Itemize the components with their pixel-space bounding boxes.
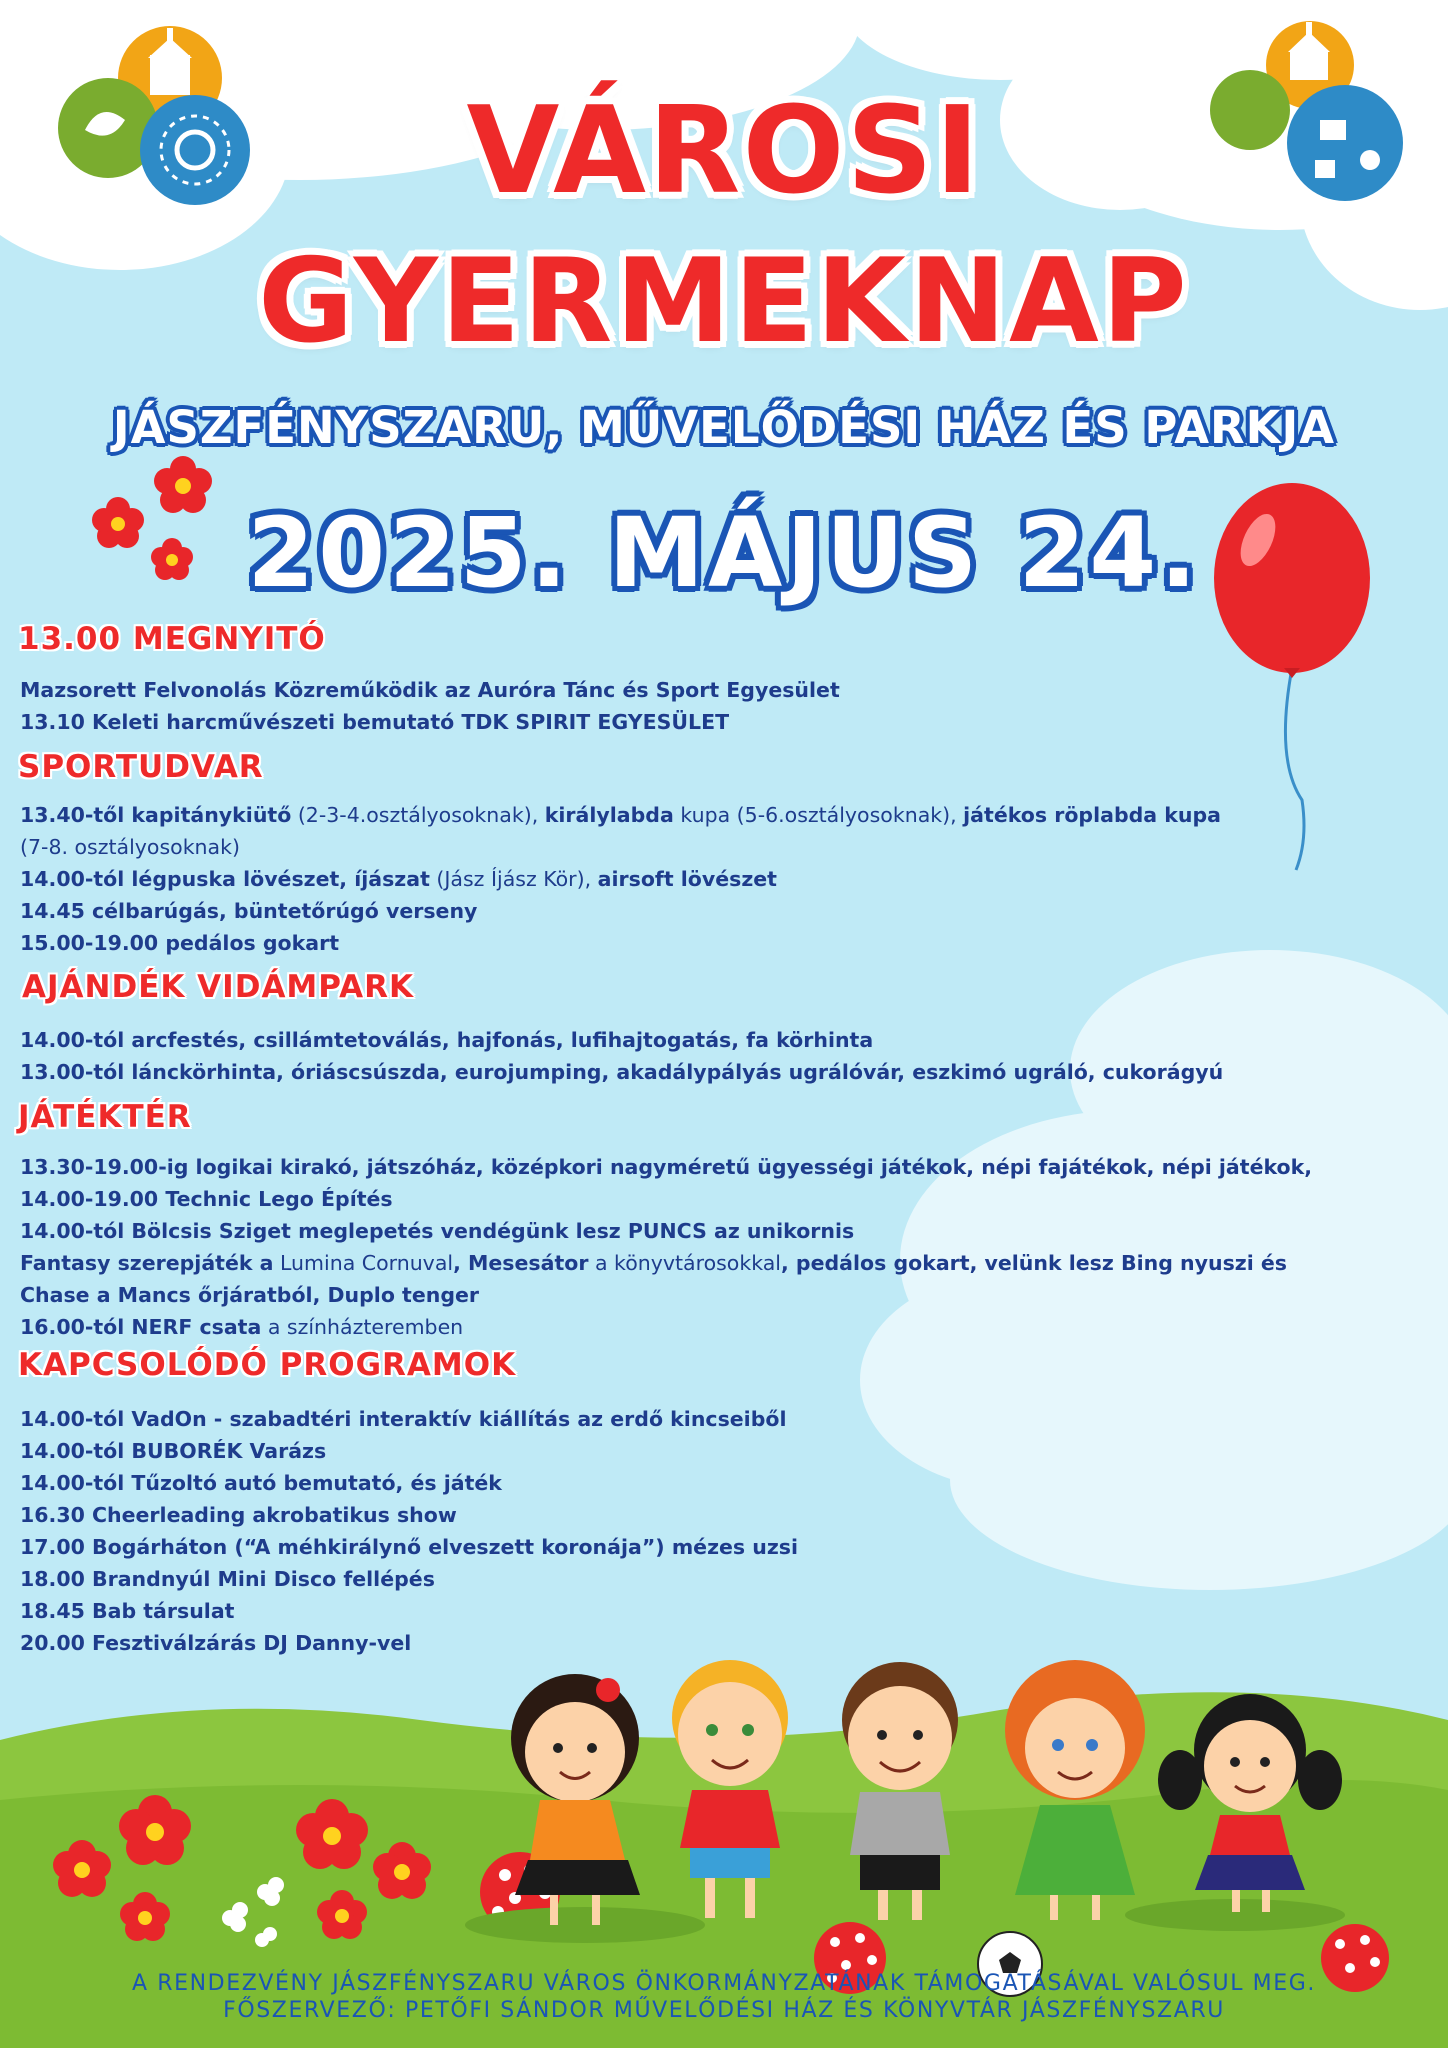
list-item: 14.00-tól Tűzoltó autó bemutató, és játék	[20, 1471, 502, 1495]
play-list	[20, 1151, 1420, 1343]
footer-organizer-line: FŐSZERVEZŐ: PETŐFI SÁNDOR MŰVELŐDÉSI HÁZ ÉS KÖNYVTÁR JÁSZFÉNYSZARU	[223, 1998, 1225, 2023]
list-item: 20.00 Fesztiválzárás DJ Danny-vel	[20, 1631, 412, 1655]
item-text: Lumina Cornuval	[273, 1251, 454, 1275]
item-strong: 16.00-tól NERF csata	[20, 1315, 262, 1339]
list-item	[20, 863, 1420, 895]
event-date: 2025. MÁJUS 24.	[247, 497, 1201, 609]
item-strong: királylabda	[544, 803, 674, 827]
park-list	[20, 1024, 1420, 1088]
list-item: 13.30-19.00-ig logikai kirakó, játszóház, középkori nagyméretű ügyességi játékok, népi fajátékok, népi játékok,	[20, 1155, 1313, 1179]
list-item: 14.00-tól arcfestés, csillámtetoválás, hajfonás, lufihajtogatás, fa körhinta	[20, 1028, 874, 1052]
list-item: 14.45 célbarúgás, büntetőrúgó verseny	[20, 899, 478, 923]
section-heading-related: KAPCSOLÓDÓ PROGRAMOK	[18, 1347, 517, 1383]
list-item	[20, 1311, 1420, 1343]
item-text: (Jász Íjász Kör),	[429, 867, 598, 891]
section-heading-sport: SPORTUDVAR	[18, 749, 264, 785]
footer-support-line: A RENDEZVÉNY JÁSZFÉNYSZARU VÁROS ÖNKORMÁNYZATÁNAK TÁMOGATÁSÁVAL VALÓSUL MEG.	[132, 1971, 1316, 1996]
list-item: 13.10 Keleti harcművészeti bemutató TDK SPIRIT EGYESÜLET	[20, 710, 730, 734]
section-heading-park: AJÁNDÉK VIDÁMPARK	[22, 969, 415, 1005]
list-item: 15.00-19.00 pedálos gokart	[20, 931, 340, 955]
item-strong: , pedálos gokart, velünk lesz Bing nyuszi és	[780, 1251, 1287, 1275]
opening-list	[20, 674, 1420, 738]
section-heading-play: JÁTÉKTÉR	[18, 1099, 192, 1135]
title-line-2: GYERMEKNAP	[258, 234, 1190, 369]
item-text: a színházteremben	[261, 1315, 464, 1339]
list-item: (7-8. osztályosoknak)	[20, 835, 240, 859]
list-item: Mazsorett Felvonolás Közreműködik az Auróra Tánc és Sport Egyesület	[20, 678, 840, 702]
item-strong: 14.00-tól légpuska lövészet, íjászat	[20, 867, 430, 891]
list-item: 16.30 Cheerleading akrobatikus show	[20, 1503, 457, 1527]
title-line-1: VÁROSI	[466, 82, 982, 221]
list-item: Chase a Mancs őrjáratból, Duplo tenger	[20, 1283, 480, 1307]
item-strong: , Mesesátor	[453, 1251, 589, 1275]
list-item: 13.00-tól lánckörhinta, óriáscsúszda, eurojumping, akadálypályás ugrálóvár, eszkimó ugráló, cukorágyú	[20, 1060, 1224, 1084]
list-item	[20, 1247, 1420, 1279]
item-text: kupa (5-6.osztályosoknak),	[673, 803, 964, 827]
list-item: 14.00-19.00 Technic Lego Építés	[20, 1187, 393, 1211]
list-item: 18.45 Bab társulat	[20, 1599, 235, 1623]
list-item: 14.00-tól BUBORÉK Varázs	[20, 1439, 327, 1463]
venue-subtitle: JÁSZFÉNYSZARU, MŰVELŐDÉSI HÁZ ÉS PARKJA	[112, 401, 1336, 454]
item-strong: 13.40-től kapitánykiütő	[20, 803, 292, 827]
footer	[0, 1970, 1448, 2024]
item-text: (2-3-4.osztályosoknak),	[291, 803, 545, 827]
item-strong: játékos röplabda kupa	[963, 803, 1222, 827]
item-strong: airsoft lövészet	[597, 867, 777, 891]
list-item: 14.00-tól VadOn - szabadtéri interaktív kiállítás az erdő kincseiből	[20, 1407, 787, 1431]
list-item: 14.00-tól Bölcsis Sziget meglepetés vendégünk lesz PUNCS az unikornis	[20, 1219, 855, 1243]
item-text: a könyvtárosokkal	[588, 1251, 781, 1275]
list-item: 18.00 Brandnyúl Mini Disco fellépés	[20, 1567, 435, 1591]
sport-list	[20, 799, 1420, 959]
related-list	[20, 1403, 1420, 1659]
section-heading-opening: 13.00 MEGNYITÓ	[18, 621, 326, 657]
item-strong: Fantasy szerepjáték a	[20, 1251, 274, 1275]
list-item: 17.00 Bogárháton (“A méhkirálynő elveszett koronája”) mézes uzsi	[20, 1535, 799, 1559]
list-item	[20, 799, 1420, 831]
